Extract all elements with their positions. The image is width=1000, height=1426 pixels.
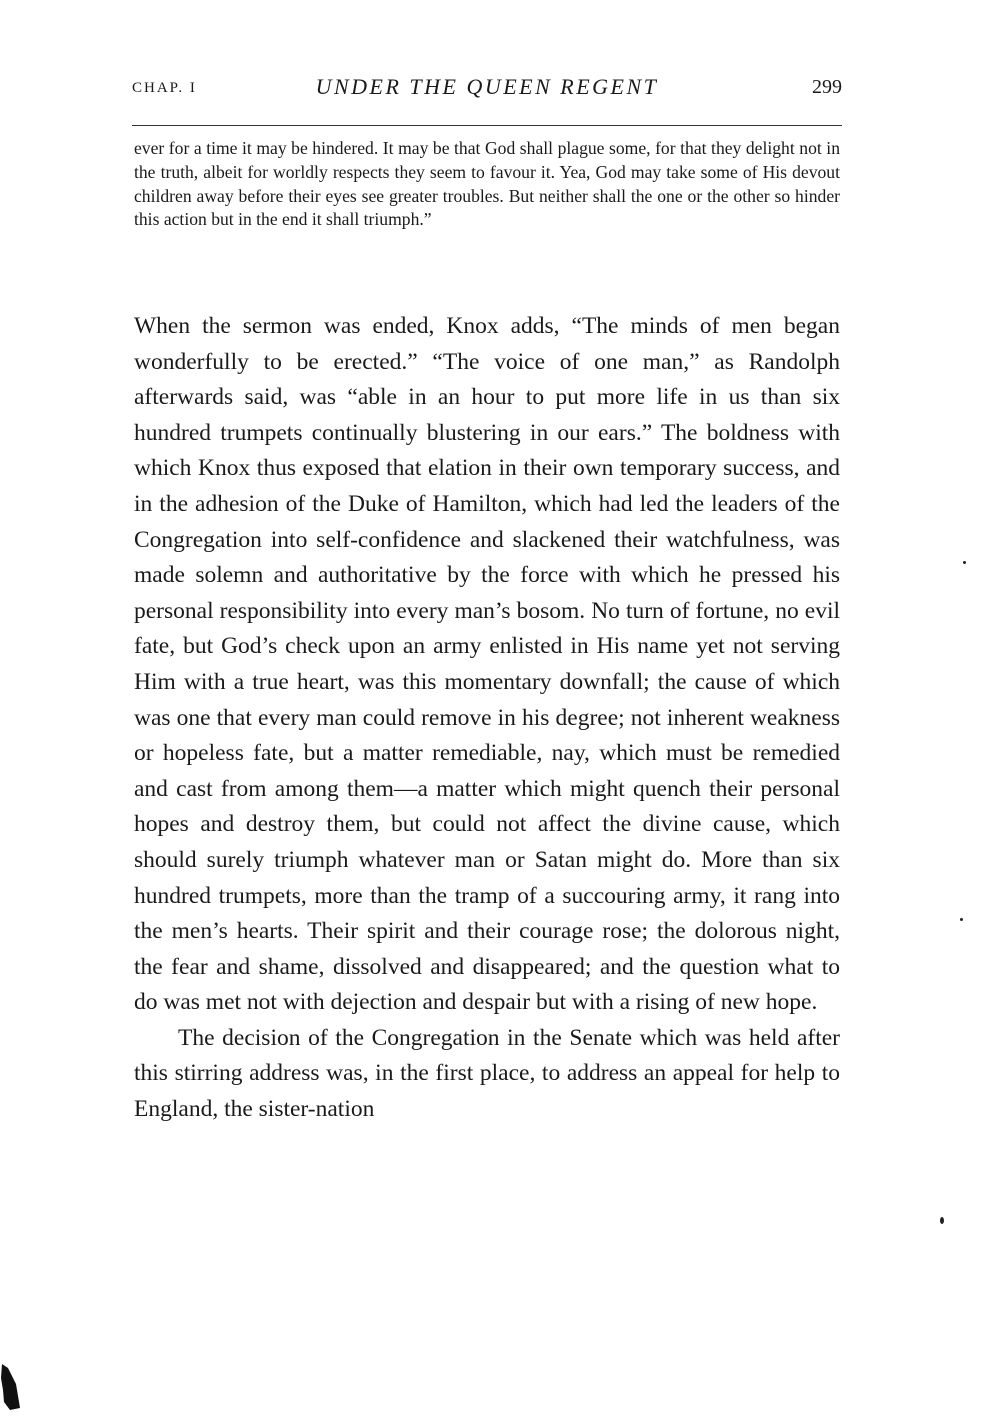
scan-speck [960,918,963,921]
scan-edge-artifact [0,1362,22,1412]
body-text [134,309,840,1128]
page-header [132,72,842,112]
header-rule [132,125,842,126]
paragraph-sermon: When the sermon was ended, Knox adds, “The minds of men began wonderfully to be erected.” “The voice of one man,” as Randolph afterwards said, was “able in an hour to put more life in us than six hundred trumpets continually blustering in our ears.” The boldness with which Knox thus exposed that elation in their own temporary success, and in the adhesion of the Duke of Hamilton, which had led the leaders of the Congregation into self-confidence and slackened their watchfulness, was made solemn and authoritative by the force with which he pressed his personal responsibility into every man’s bosom. No turn of fortune, no evil fate, but God’s check upon an army enlisted in His name yet not serving Him with a true heart, was this momentary downfall; the cause of which was one that every man could remove in his degree; not inherent weakness or hopeless fate, but a matter remediable, nay, which must be remedied and cast from among them—a matter which might quench their personal hopes and destroy them, but could not affect the divine cause, which should surely triumph whatever man or Satan might do. More than six hundred trumpets, more than the tramp of a succouring army, it rang into the men’s hearts. Their spirit and their courage rose; the dolorous night, the fear and shame, dissolved and disappeared; and the question what to do was met not with dejection and despair but with a rising of new hope. [134,313,840,1016]
running-title: UNDER THE QUEEN REGENT [315,74,659,99]
paragraph-decision: The decision of the Congregation in the Senate which was held after this stirring address was, in the first place, to address an appeal for help to England, the sister-nation [134,1024,840,1123]
page-number: 299 [812,76,842,98]
scan-speck [940,1217,944,1224]
scan-speck [963,561,966,564]
quote-extract: ever for a time it may be hindered. It may be that God shall plague some, for that they delight not in the truth, albeit for worldly respects they seem to favour it. Yea, God may take some of His devout children away before their eyes see greater troubles. But neither shall the one or the other so hinder this action but in the end it shall triumph.” [134,138,840,230]
chapter-label: CHAP. I [132,80,197,96]
